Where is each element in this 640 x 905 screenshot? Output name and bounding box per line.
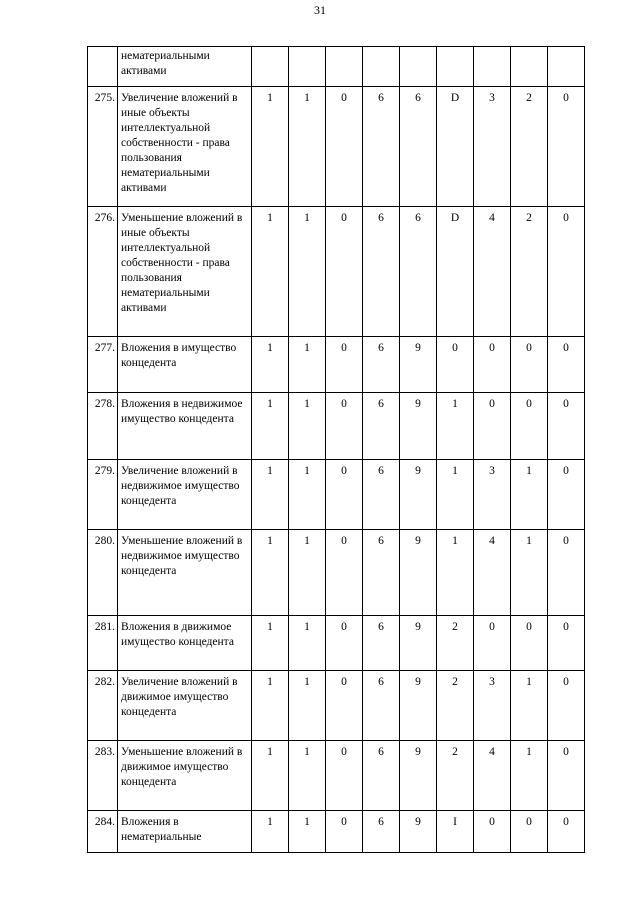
code-digit-7: 0 <box>474 811 511 853</box>
code-digit-6: D <box>437 207 474 337</box>
code-digit-1: 1 <box>252 530 289 616</box>
code-digit-3: 0 <box>326 811 363 853</box>
code-digit-1: 1 <box>252 616 289 671</box>
code-digit-9: 0 <box>548 460 585 530</box>
code-digit-6: I <box>437 811 474 853</box>
account-name: Увеличение вложений в иные объекты интеллектуальной собственности - права пользования нематериальными активами <box>118 87 252 207</box>
row-number: 283. <box>88 741 118 811</box>
row-number: 281. <box>88 616 118 671</box>
code-digit-7: 0 <box>474 616 511 671</box>
code-digit-2: 1 <box>289 741 326 811</box>
code-digit-8 <box>511 47 548 87</box>
code-digit-8: 1 <box>511 741 548 811</box>
code-digit-9: 0 <box>548 671 585 741</box>
code-digit-6: 2 <box>437 671 474 741</box>
code-digit-8: 0 <box>511 393 548 460</box>
code-digit-4: 6 <box>363 616 400 671</box>
page-number: 31 <box>314 3 326 17</box>
code-digit-6: 1 <box>437 393 474 460</box>
code-digit-9: 0 <box>548 337 585 393</box>
code-digit-3: 0 <box>326 741 363 811</box>
code-digit-8: 0 <box>511 616 548 671</box>
code-digit-8: 0 <box>511 811 548 853</box>
code-digit-5 <box>400 47 437 87</box>
code-digit-3: 0 <box>326 671 363 741</box>
code-digit-8: 2 <box>511 207 548 337</box>
code-digit-1: 1 <box>252 87 289 207</box>
code-digit-4: 6 <box>363 811 400 853</box>
code-digit-7: 3 <box>474 87 511 207</box>
account-name: нематериальными активами <box>118 47 252 87</box>
code-digit-4: 6 <box>363 87 400 207</box>
account-name: Уменьшение вложений в движимое имущество концедента <box>118 741 252 811</box>
code-digit-4 <box>363 47 400 87</box>
code-digit-6: 2 <box>437 616 474 671</box>
code-digit-3: 0 <box>326 616 363 671</box>
code-digit-4: 6 <box>363 530 400 616</box>
code-digit-2: 1 <box>289 671 326 741</box>
table-body <box>88 47 585 853</box>
code-digit-7: 4 <box>474 741 511 811</box>
code-digit-9: 0 <box>548 87 585 207</box>
code-digit-1: 1 <box>252 337 289 393</box>
code-digit-4: 6 <box>363 393 400 460</box>
code-digit-3: 0 <box>326 530 363 616</box>
code-digit-6: 1 <box>437 460 474 530</box>
code-digit-3: 0 <box>326 460 363 530</box>
table-row <box>88 741 585 811</box>
code-digit-3: 0 <box>326 337 363 393</box>
code-digit-7: 0 <box>474 337 511 393</box>
code-digit-9: 0 <box>548 530 585 616</box>
code-digit-8: 1 <box>511 530 548 616</box>
account-name: Вложения в недвижимое имущество концедента <box>118 393 252 460</box>
code-digit-7: 4 <box>474 530 511 616</box>
code-digit-5: 9 <box>400 811 437 853</box>
code-digit-6: 0 <box>437 337 474 393</box>
code-digit-9 <box>548 47 585 87</box>
account-name: Вложения в нематериальные <box>118 811 252 853</box>
account-name: Вложения в имущество концедента <box>118 337 252 393</box>
code-digit-1: 1 <box>252 460 289 530</box>
account-name: Увеличение вложений в движимое имущество концедента <box>118 671 252 741</box>
code-digit-4: 6 <box>363 337 400 393</box>
row-number: 280. <box>88 530 118 616</box>
table-row <box>88 671 585 741</box>
row-number: 284. <box>88 811 118 853</box>
code-digit-3: 0 <box>326 207 363 337</box>
table-row <box>88 616 585 671</box>
account-codes-table <box>87 46 585 853</box>
code-digit-7 <box>474 47 511 87</box>
row-number: 278. <box>88 393 118 460</box>
code-digit-9: 0 <box>548 741 585 811</box>
code-digit-6 <box>437 47 474 87</box>
table-row <box>88 337 585 393</box>
code-digit-6: D <box>437 87 474 207</box>
row-number <box>88 47 118 87</box>
account-name: Вложения в движимое имущество концедента <box>118 616 252 671</box>
code-digit-3: 0 <box>326 87 363 207</box>
code-digit-1: 1 <box>252 207 289 337</box>
code-digit-5: 6 <box>400 87 437 207</box>
code-digit-2: 1 <box>289 207 326 337</box>
code-digit-4: 6 <box>363 460 400 530</box>
code-digit-2 <box>289 47 326 87</box>
row-number: 276. <box>88 207 118 337</box>
code-digit-2: 1 <box>289 460 326 530</box>
code-digit-9: 0 <box>548 393 585 460</box>
code-digit-1 <box>252 47 289 87</box>
table-row <box>88 460 585 530</box>
row-number: 282. <box>88 671 118 741</box>
table-row <box>88 393 585 460</box>
code-digit-6: 1 <box>437 530 474 616</box>
code-digit-8: 0 <box>511 337 548 393</box>
table-row <box>88 530 585 616</box>
code-digit-3: 0 <box>326 393 363 460</box>
code-digit-5: 9 <box>400 530 437 616</box>
row-number: 279. <box>88 460 118 530</box>
code-digit-9: 0 <box>548 207 585 337</box>
code-digit-7: 0 <box>474 393 511 460</box>
row-number: 275. <box>88 87 118 207</box>
table-row <box>88 87 585 207</box>
code-digit-1: 1 <box>252 393 289 460</box>
row-number: 277. <box>88 337 118 393</box>
code-digit-5: 9 <box>400 616 437 671</box>
account-name: Уменьшение вложений в недвижимое имущество концедента <box>118 530 252 616</box>
code-digit-5: 9 <box>400 393 437 460</box>
code-digit-4: 6 <box>363 207 400 337</box>
code-digit-8: 1 <box>511 671 548 741</box>
code-digit-1: 1 <box>252 671 289 741</box>
code-digit-7: 3 <box>474 460 511 530</box>
account-name: Уменьшение вложений в иные объекты интеллектуальной собственности - права пользования нематериальными активами <box>118 207 252 337</box>
code-digit-5: 6 <box>400 207 437 337</box>
code-digit-9: 0 <box>548 616 585 671</box>
table-row <box>88 207 585 337</box>
code-digit-2: 1 <box>289 811 326 853</box>
code-digit-6: 2 <box>437 741 474 811</box>
table-row <box>88 811 585 853</box>
code-digit-5: 9 <box>400 337 437 393</box>
code-digit-2: 1 <box>289 530 326 616</box>
code-digit-1: 1 <box>252 811 289 853</box>
account-name: Увеличение вложений в недвижимое имущество концедента <box>118 460 252 530</box>
code-digit-7: 4 <box>474 207 511 337</box>
code-digit-5: 9 <box>400 460 437 530</box>
code-digit-8: 2 <box>511 87 548 207</box>
code-digit-2: 1 <box>289 616 326 671</box>
code-digit-5: 9 <box>400 741 437 811</box>
code-digit-1: 1 <box>252 741 289 811</box>
code-digit-2: 1 <box>289 337 326 393</box>
code-digit-7: 3 <box>474 671 511 741</box>
table-row <box>88 47 585 87</box>
code-digit-9: 0 <box>548 811 585 853</box>
code-digit-2: 1 <box>289 87 326 207</box>
code-digit-4: 6 <box>363 741 400 811</box>
code-digit-4: 6 <box>363 671 400 741</box>
code-digit-8: 1 <box>511 460 548 530</box>
code-digit-2: 1 <box>289 393 326 460</box>
code-digit-5: 9 <box>400 671 437 741</box>
code-digit-3 <box>326 47 363 87</box>
